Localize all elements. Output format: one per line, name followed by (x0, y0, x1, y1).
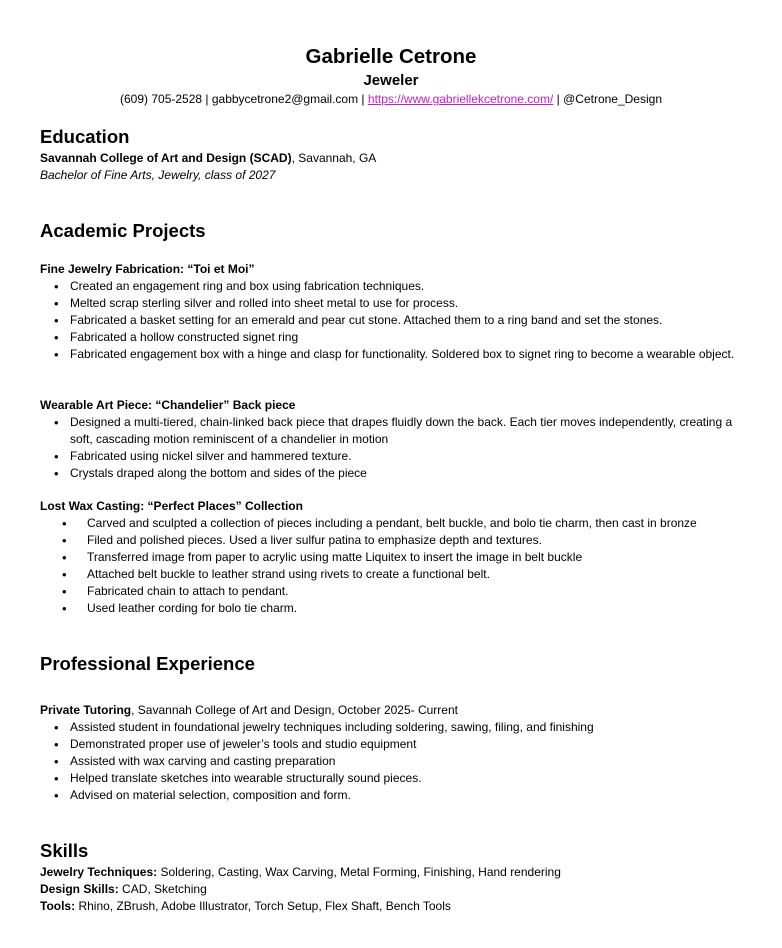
experience-bullets (40, 719, 740, 804)
website-link[interactable]: https://www.gabriellekcetrone.com/ (367, 92, 554, 106)
list-item: • Transferred image from paper to acrylic using matte Liquitex to insert the image in belt buckle (40, 549, 740, 566)
experience-heading: Professional Experience (40, 653, 255, 674)
school-location: , Savannah, GA (291, 151, 377, 165)
skill-row (40, 898, 740, 915)
list-item: • Fabricated a basket setting for an emerald and pear cut stone. Attached them to a ring band and set the stones. (40, 312, 740, 329)
list-item: • Assisted student in foundational jewelry techniques including soldering, sawing, filing, and finishing (40, 719, 740, 736)
education-block (40, 150, 740, 184)
project-2 (40, 397, 740, 482)
skill-value: CAD, Sketching (118, 882, 207, 896)
project-title: Lost Wax Casting: “Perfect Places” Collection (40, 499, 303, 513)
project-bullets (40, 414, 740, 482)
school-name: Savannah College of Art and Design (SCAD) (40, 151, 292, 165)
skill-label: Jewelry Techniques: (40, 865, 158, 879)
list-item: • Melted scrap sterling silver and rolled into sheet metal to use for process. (40, 295, 740, 312)
degree: Bachelor of Fine Arts, Jewelry, class of 2027 (40, 168, 276, 182)
social-handle: | @Cetrone_Design (553, 92, 662, 106)
skill-value: Soldering, Casting, Wax Carving, Metal Forming, Finishing, Hand rendering (157, 865, 561, 879)
education-heading: Education (40, 126, 130, 147)
skill-label: Tools: (40, 899, 76, 913)
list-item: • Designed a multi-tiered, chain-linked back piece that drapes fluidly down the back. Each tier moves independently, creating a soft, cascading motion reminiscent of a chandelier in motion (40, 414, 740, 448)
education-school-line (40, 150, 740, 167)
list-item: • Fabricated chain to attach to pendant. (40, 583, 740, 600)
list-item: • Helped translate sketches into wearable structurally sound pieces. (40, 770, 740, 787)
skills-block (40, 864, 740, 915)
candidate-role: Jeweler (363, 72, 419, 89)
experience-block (40, 702, 740, 804)
list-item: • Carved and sculpted a collection of pieces including a pendant, belt buckle, and bolo tie charm, then cast in bronze (40, 515, 740, 532)
projects-heading: Academic Projects (40, 220, 206, 241)
project-1 (40, 261, 740, 363)
candidate-name: Gabrielle Cetrone (305, 45, 477, 68)
skill-value: Rhino, ZBrush, Adobe Illustrator, Torch Setup, Flex Shaft, Bench Tools (75, 899, 451, 913)
skill-row (40, 864, 740, 881)
skill-label: Design Skills: (40, 882, 119, 896)
list-item: • Fabricated a hollow constructed signet ring (40, 329, 740, 346)
job-detail: , Savannah College of Art and Design, October 2025- Current (131, 703, 458, 717)
list-item: • Fabricated using nickel silver and hammered texture. (40, 448, 740, 465)
list-item: • Assisted with wax carving and casting preparation (40, 753, 740, 770)
list-item: • Used leather cording for bolo tie charm. (40, 600, 740, 617)
contact-line (0, 91, 782, 108)
project-title: Fine Jewelry Fabrication: “Toi et Moi” (40, 262, 255, 276)
phone-email: (609) 705-2528 | gabbycetrone2@gmail.com | (120, 92, 368, 106)
list-item: • Fabricated engagement box with a hinge and clasp for functionality. Soldered box to signet ring to become a wearable object. (40, 346, 740, 363)
list-item: • Created an engagement ring and box using fabrication techniques. (40, 278, 740, 295)
job-title: Private Tutoring (40, 703, 132, 717)
project-title: Wearable Art Piece: “Chandelier” Back piece (40, 398, 296, 412)
list-item: • Crystals draped along the bottom and sides of the piece (40, 465, 740, 482)
list-item: • Filed and polished pieces. Used a liver sulfur patina to emphasize depth and textures. (40, 532, 740, 549)
skill-row (40, 881, 740, 898)
resume-header (0, 44, 782, 108)
list-item: • Attached belt buckle to leather strand using rivets to create a functional belt. (40, 566, 740, 583)
list-item: • Advised on material selection, composition and form. (40, 787, 740, 804)
project-bullets (40, 515, 740, 617)
project-bullets (40, 278, 740, 363)
skills-heading: Skills (40, 840, 89, 861)
list-item: • Demonstrated proper use of jeweler’s tools and studio equipment (40, 736, 740, 753)
job-line (40, 702, 740, 719)
project-3 (40, 498, 740, 617)
